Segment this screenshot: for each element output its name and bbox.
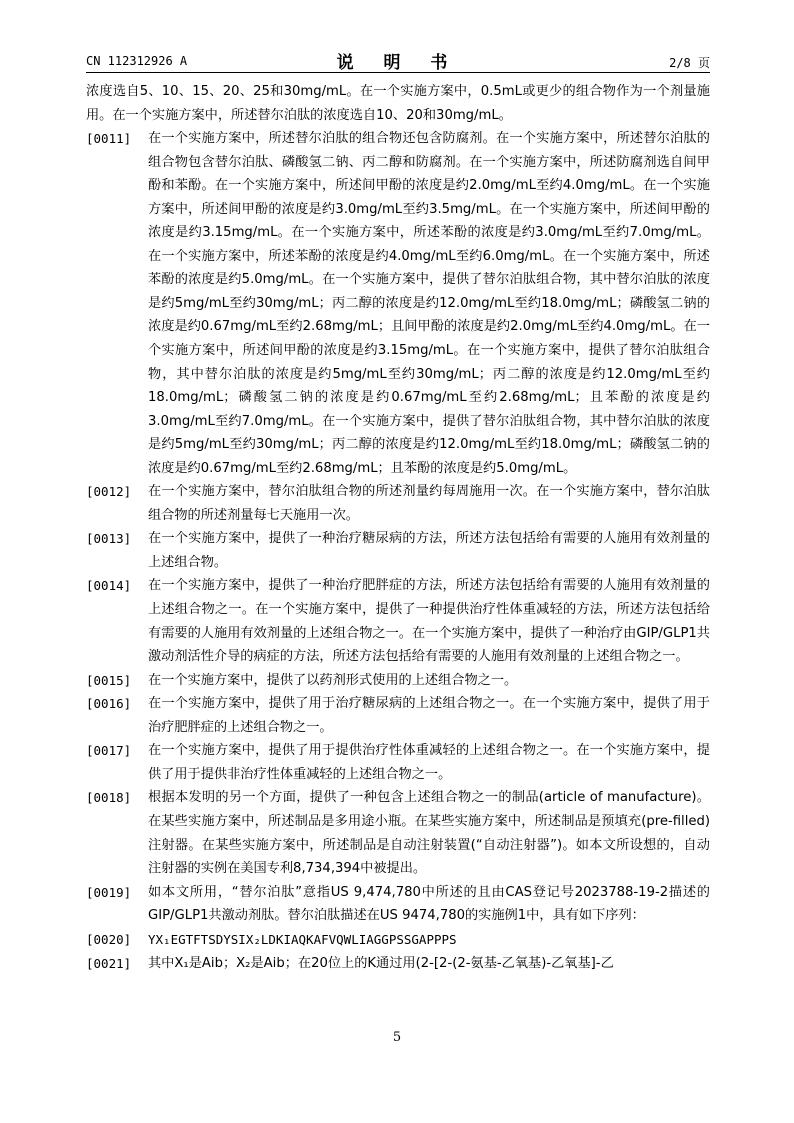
paragraph-text: 根据本发明的另一个方面，提供了一种包含上述组合物之一的制品(article of manufacture)。在某些实施方案中，所述制品是多用途小瓶。在某些实施方案中，所述制品是预填充(pre-filled)注射器。在某些实施方案中，所述制品是自动注射装置(“自动注射器”)。如本文所设想的，自动注射器的实例在美国专利8,734,394中被提出。 (148, 790, 710, 877)
paragraph-0017 (86, 739, 710, 786)
paragraph-0015 (86, 669, 710, 693)
page-info: 2/8 页 (669, 56, 710, 70)
paragraph-number: [0011] (86, 131, 132, 147)
paragraph-0012 (86, 480, 710, 527)
paragraph-text: 在一个实施方案中，提供了用于提供治疗性体重减轻的上述组合物之一。在一个实施方案中，提供了用于提供非治疗性体重减轻的上述组合物之一。 (148, 743, 710, 782)
paragraph-text: 在一个实施方案中，所述替尔泊肽的组合物还包含防腐剂。在一个实施方案中，所述替尔泊肽的组合物包含替尔泊肽、磷酸氢二钠、丙二醇和防腐剂。在一个实施方案中，所述防腐剂选自间甲酚和苯酚。在一个实施方案中，所述间甲酚的浓度是约2.0mg/mL至约4.0mg/mL。在一个实施方案中，所述间甲酚的浓度是约3.0mg/mL至约3.5mg/mL。在一个实施方案中，所述间甲酚的浓度是约3.15mg/mL。在一个实施方案中，所述苯酚的浓度是约3.0mg/mL至约7.0mg/mL。在一个实施方案中，所述苯酚的浓度是约4.0mg/mL至约6.0mg/mL。在一个实施方案中，所述苯酚的浓度是约5.0mg/mL。在一个实施方案中，提供了替尔泊肽组合物，其中替尔泊肽的浓度是约5mg/mL至约30mg/mL；丙二醇的浓度是约12.0mg/mL至约18.0mg/mL；磷酸氢二钠的浓度是约0.67mg/mL至约2.68mg/mL；且间甲酚的浓度是约2.0mg/mL至约4.0mg/mL。在一个实施方案中，所述间甲酚的浓度是约3.15mg/mL。在一个实施方案中，提供了替尔泊肽组合物，其中替尔泊肽的浓度是约5mg/mL至约30mg/mL；丙二醇的浓度是约12.0mg/mL至约18.0mg/mL；磷酸氢二钠的浓度是约0.67mg/mL至约2.68mg/mL；且苯酚的浓度是约3.0mg/mL至约7.0mg/mL。在一个实施方案中，提供了替尔泊肽组合物，其中替尔泊肽的浓度是约5mg/mL至约30mg/mL；丙二醇的浓度是约12.0mg/mL至约18.0mg/mL；磷酸氢二钠的浓度是约0.67mg/mL至约2.68mg/mL；且苯酚的浓度是约5.0mg/mL。 (148, 131, 710, 476)
paragraph-number: [0017] (86, 743, 132, 759)
paragraph-0016 (86, 692, 710, 739)
paragraph-text: 其中X₁是Aib；X₂是Aib；在20位上的K通过用(2-[2-(2-氨基-乙氧基)-乙氧基]-乙 (148, 956, 614, 972)
paragraph-text: 在一个实施方案中，提供了一种治疗糖尿病的方法，所述方法包括给有需要的人施用有效剂量的上述组合物。 (148, 531, 710, 570)
paragraph-text: 在一个实施方案中，提供了用于治疗糖尿病的上述组合物之一。在一个实施方案中，提供了用于治疗肥胖症的上述组合物之一。 (148, 696, 710, 735)
paragraph-text: 如本文所用，“替尔泊肽”意指US 9,474,780中所述的且由CAS登记号2023788-19-2描述的GIP/GLP1共激动剂肽。替尔泊肽描述在US 9474,780的实施例1中，具有如下序列： (148, 884, 710, 924)
paragraph-text: 在一个实施方案中，提供了一种治疗肥胖症的方法，所述方法包括给有需要的人施用有效剂量的上述组合物之一。在一个实施方案中，提供了一种提供治疗性体重减轻的方法，所述方法包括给有需要的人施用有效剂量的上述组合物之一。在一个实施方案中，提供了一种治疗由GIP/GLP1共激动剂活性介导的病症的方法，所述方法包括给有需要的人施用有效剂量的上述组合物之一。 (148, 578, 710, 665)
paragraph-number: [0013] (86, 531, 132, 547)
paragraph-0020 (86, 928, 710, 953)
paragraph-0021 (86, 952, 710, 976)
paragraph-number: [0021] (86, 956, 132, 972)
paragraph-text: 在一个实施方案中，替尔泊肽组合物的所述剂量约每周施用一次。在一个实施方案中，替尔泊肽组合物的所述剂量每七天施用一次。 (148, 484, 710, 523)
peptide-sequence: YX₁EGTFTSDYSIX₂LDKIAQKAFVQWLIAGGPSSGAPPPS (148, 931, 457, 947)
paragraph-number: [0018] (86, 790, 132, 806)
document-body (86, 80, 710, 976)
page-number: 5 (392, 1030, 402, 1045)
paragraph-0011 (86, 127, 710, 480)
publication-number: CN 112312926 A (86, 54, 188, 68)
paragraph-number: [0019] (86, 884, 132, 900)
paragraph-number: [0012] (86, 484, 132, 500)
paragraph-number: [0014] (86, 578, 132, 594)
paragraph-number: [0016] (86, 696, 132, 712)
document-title: 说 明 书 (336, 53, 460, 73)
paragraph-0019 (86, 881, 710, 928)
paragraph-0013 (86, 527, 710, 574)
paragraph-0014 (86, 574, 710, 668)
paragraph-0018 (86, 786, 710, 880)
continuation-text: 浓度选自5、10、15、20、25和30mg/mL。在一个实施方案中，0.5mL或更少的组合物作为一个剂量施用。在一个实施方案中，所述替尔泊肽的浓度选自10、20和30mg/mL。 (86, 84, 710, 123)
paragraph-number: [0015] (86, 672, 132, 688)
paragraph-number: [0020] (86, 931, 132, 947)
page-header (86, 48, 710, 73)
paragraph-text: 在一个实施方案中，提供了以药剂形式使用的上述组合物之一。 (148, 672, 518, 688)
